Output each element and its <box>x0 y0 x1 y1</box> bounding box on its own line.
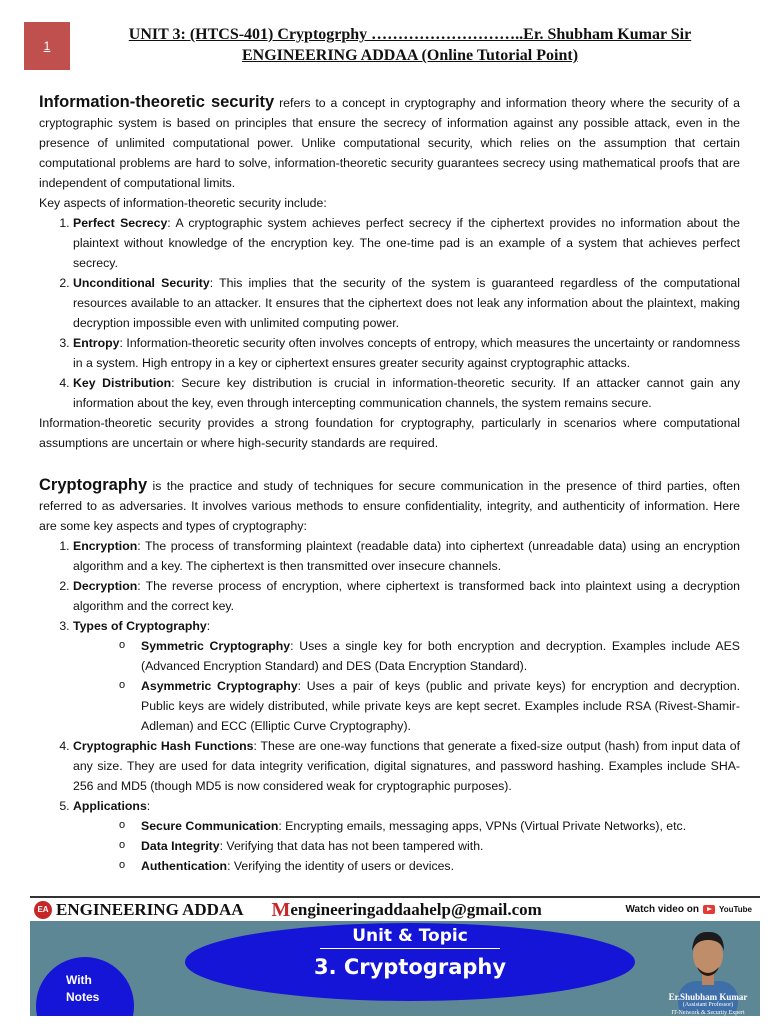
item-text: : This implies that the security of the system is guaranteed regardless of the computational resources available to an attacker. It ensures that the ciphertext does not leak any information about the plaintext, making decryption impossible even with unlimited computing power. <box>73 276 741 330</box>
list-item <box>73 213 740 273</box>
its-intro-paragraph <box>39 92 740 193</box>
item-text: : A cryptographic system achieves perfect secrecy if the ciphertext provides no information about the plaintext without knowledge of the encryption key. The one-time pad is an example of a system that achieves perfect secrecy. <box>73 216 740 270</box>
its-term: Information-theoretic security <box>39 93 275 111</box>
its-aspects-heading: Key aspects of information-theoretic security include: <box>39 196 327 210</box>
its-conclusion: Information-theoretic security provides a strong foundation for cryptography, particularly in scenarios where computational assumptions are uncertain or where high-security standards are required. <box>39 416 740 450</box>
list-item <box>73 333 740 373</box>
footer-brand-bar <box>30 896 760 923</box>
item-title: Perfect Secrecy <box>73 216 168 230</box>
topic-label: Unit & Topic <box>352 926 468 946</box>
item-text: : Uses a pair of keys (public and private keys) for encryption and decryption. Public keys are widely distributed, while private keys are kept secret. Examples include RSA (Rivest-Shamir-Adleman) and ECC (Elliptic Curve Cryptography). <box>141 679 740 733</box>
notes-line-2: Notes <box>66 990 100 1004</box>
list-item <box>73 796 740 876</box>
item-title: Data Integrity <box>141 839 220 853</box>
presenter-caption <box>658 992 758 1016</box>
item-title: Secure Communication <box>141 819 279 833</box>
list-item <box>73 736 740 796</box>
youtube-icon <box>703 905 715 914</box>
section-gap <box>39 453 740 475</box>
item-text: : These are one-way functions that generate a fixed-size output (hash) from input data of any size. They are used for data integrity verification, digital signatures, and password hashing. Examples include SHA-256 and MD5 (though MD5 is now considered weak for cryptographic purposes). <box>73 739 741 793</box>
item-text: : Encrypting emails, messaging apps, VPNs (Virtual Private Networks), etc. <box>278 819 687 833</box>
header-line-1: UNIT 3: (HTCS-401) Cryptogrphy ………………………..Er. Shubham Kumar Sir <box>128 26 692 43</box>
header-line-2: ENGINEERING ADDAA (Online Tutorial Point) <box>241 47 579 64</box>
with-notes-badge <box>36 957 134 1016</box>
item-text: : The process of transforming plaintext (readable data) into ciphertext (unreadable data) using an encryption algorithm and a key. The ciphertext is then transmitted over insecure channels. <box>73 539 740 573</box>
presenter-tag: IT-Network & Security Expert <box>671 1010 745 1016</box>
item-title: Asymmetric Cryptography <box>141 679 298 693</box>
item-title: Encryption <box>73 539 138 553</box>
item-title: Cryptographic Hash Functions <box>73 739 254 753</box>
crypto-term: Cryptography <box>39 476 148 494</box>
list-item <box>73 273 740 333</box>
document-header <box>100 24 720 66</box>
footer-topic-banner <box>30 921 760 1016</box>
crypto-types-list <box>73 636 740 736</box>
item-text: : Information-theoretic security often involves concepts of entropy, which measures the uncertainty or randomness in a system. High entropy in a key or ciphertext ensures greater security against cryptographic attacks. <box>73 336 740 370</box>
item-title: Key Distribution <box>73 376 172 390</box>
item-title: Symmetric Cryptography <box>141 639 291 653</box>
item-text: : <box>146 799 151 813</box>
mail-icon: M <box>271 898 291 921</box>
item-text: : <box>206 619 211 633</box>
crypto-applications-list <box>73 816 740 876</box>
page-number: 1 <box>43 39 51 53</box>
presenter-name: Er.Shubham Kumar <box>668 992 748 1002</box>
crypto-intro: is the practice and study of techniques for secure communication in the presence of third parties, often referred to as adversaries. It involves various methods to ensure confidentiality, integrity, and authenticity of information. Here are some key aspects and types of cryptography: <box>39 479 740 533</box>
item-title: Authentication <box>141 859 228 873</box>
brand-name: ENGINEERING ADDAA <box>56 899 244 919</box>
item-title: Entropy <box>73 336 120 350</box>
page-number-badge <box>24 22 70 70</box>
brand-logo-icon: EA <box>34 901 52 919</box>
topic-pill <box>185 923 635 1001</box>
its-aspects-list <box>39 213 740 413</box>
item-text: : Verifying the identity of users or devices. <box>227 859 454 873</box>
list-item <box>73 536 740 576</box>
list-item <box>119 856 740 876</box>
list-item <box>119 836 740 856</box>
contact-email: engineeringaddaahelp@gmail.com <box>290 899 542 919</box>
document-body <box>39 92 740 876</box>
item-title: Types of Cryptography <box>73 619 207 633</box>
item-title: Unconditional Security <box>73 276 210 290</box>
watch-text: Watch video on <box>625 904 699 915</box>
list-item <box>73 373 740 413</box>
item-title: Decryption <box>73 579 138 593</box>
list-item <box>119 636 740 676</box>
item-text: : Secure key distribution is crucial in information-theoretic security. If an attacker cannot gain any information about the key, even through intercepting communication channels, the system remains secure. <box>73 376 740 410</box>
list-item <box>119 816 740 836</box>
topic-title: 3. Cryptography <box>313 955 507 979</box>
its-intro: refers to a concept in cryptography and information theory where the security of a cryptographic system is based on principles that ensure the secrecy of information against any possible attack, even in the presence of unlimited computational power. Unlike computational security, which relies on the assumption that certain computational problems are hard to solve, information-theoretic security guarantees secrecy using mathematical proofs that are independent of computational limits. <box>39 96 740 190</box>
list-item <box>73 616 740 736</box>
item-text: : The reverse process of encryption, where ciphertext is transformed back into plaintext using a decryption algorithm and the correct key. <box>73 579 740 613</box>
crypto-intro-paragraph <box>39 475 740 536</box>
item-text: : Uses a single key for both encryption and decryption. Examples include AES (Advanced Encryption Standard) and DES (Data Encryption Standard). <box>141 639 741 673</box>
presenter-role: (Assistant Professor) <box>682 1002 734 1008</box>
item-text: : Verifying that data has not been tampered with. <box>219 839 484 853</box>
list-item <box>119 676 740 736</box>
crypto-list <box>39 536 740 876</box>
topic-divider <box>320 948 500 949</box>
item-title: Applications <box>73 799 147 813</box>
watch-video-label <box>625 904 752 915</box>
list-item <box>73 576 740 616</box>
notes-line-1: With <box>66 973 92 987</box>
youtube-text: YouTube <box>718 905 752 914</box>
